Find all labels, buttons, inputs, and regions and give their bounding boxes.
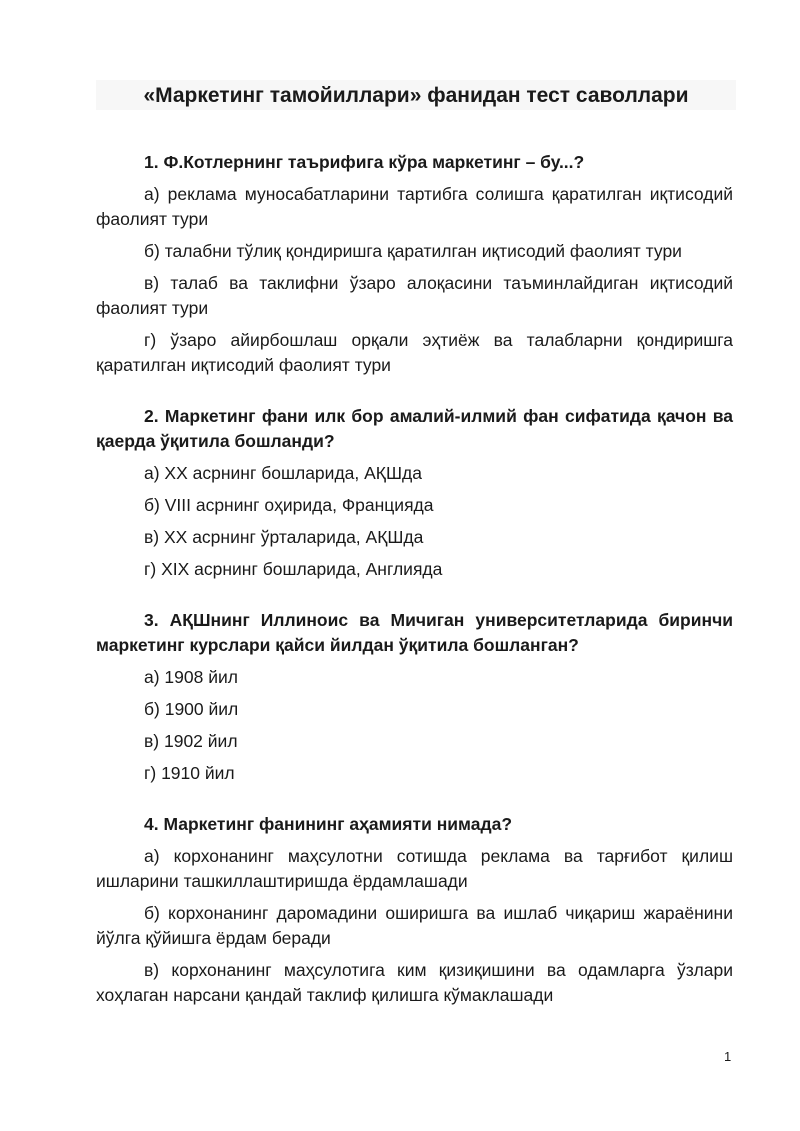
answer-option-b: б) талабни тўлиқ қондиришга қаратилган иқтисодий фаолият тури [144,241,682,261]
question-1 [96,150,733,378]
question-3 [96,608,733,786]
question-text: 2. Маркетинг фани илк бор амалий-илмий фан сифатида қачон ва қаерда ўқитила бошланди? [96,406,733,451]
answer-option-v: в) 1902 йил [144,731,238,751]
answer-option-v: в) XX асрнинг ўрталарида, АҚШда [144,527,424,547]
answer-option-b: б) корхонанинг даромадини оширишга ва ишлаб чиқариш жараёнини йўлга қўйишга ёрдам беради [96,903,733,948]
answer-option-a: а) XX асрнинг бошларида, АҚШда [144,463,422,483]
question-text: 1. Ф.Котлернинг таърифига кўра маркетинг – бу...? [144,152,585,172]
answer-option-a: а) корхонанинг маҳсулотни сотишда реклама ва тарғибот қилиш ишларини ташкиллаштиришда ёрдамлашади [96,846,733,891]
question-2 [96,404,733,582]
page-number: 1 [724,1049,732,1064]
question-text: 3. АҚШнинг Иллиноис ва Мичиган университетларида биринчи маркетинг курслари қайси йилдан ўқитила бошланган? [96,610,733,655]
answer-option-a: а) реклама муносабатларини тартибга солишга қаратилган иқтисодий фаолият тури [96,184,733,229]
question-list [96,150,733,1034]
answer-option-b: б) VIII асрнинг оҳирида, Францияда [144,495,434,515]
answer-option-b: б) 1900 йил [144,699,239,719]
document-title: «Маркетинг тамойиллари» фанидан тест саволлари [143,84,689,107]
answer-option-g: г) ўзаро айирбошлаш орқали эҳтиёж ва талабларни қондиришга қаратилган иқтисодий фаолият тури [96,330,733,375]
answer-option-v: в) корхонанинг маҳсулотига ким қизиқишини ва одамларга ўзлари хоҳлаган нарсани қандай таклиф қилишга кўмаклашади [96,960,733,1005]
question-4 [96,812,733,1008]
answer-option-a: а) 1908 йил [144,667,238,687]
answer-option-g: г) 1910 йил [144,763,235,783]
answer-option-v: в) талаб ва таклифни ўзаро алоқасини таъминлайдиган иқтисодий фаолият тури [96,273,733,318]
answer-option-g: г) XIX асрнинг бошларида, Англияда [144,559,443,579]
question-text: 4. Маркетинг фанининг аҳамияти нимада? [144,814,513,834]
